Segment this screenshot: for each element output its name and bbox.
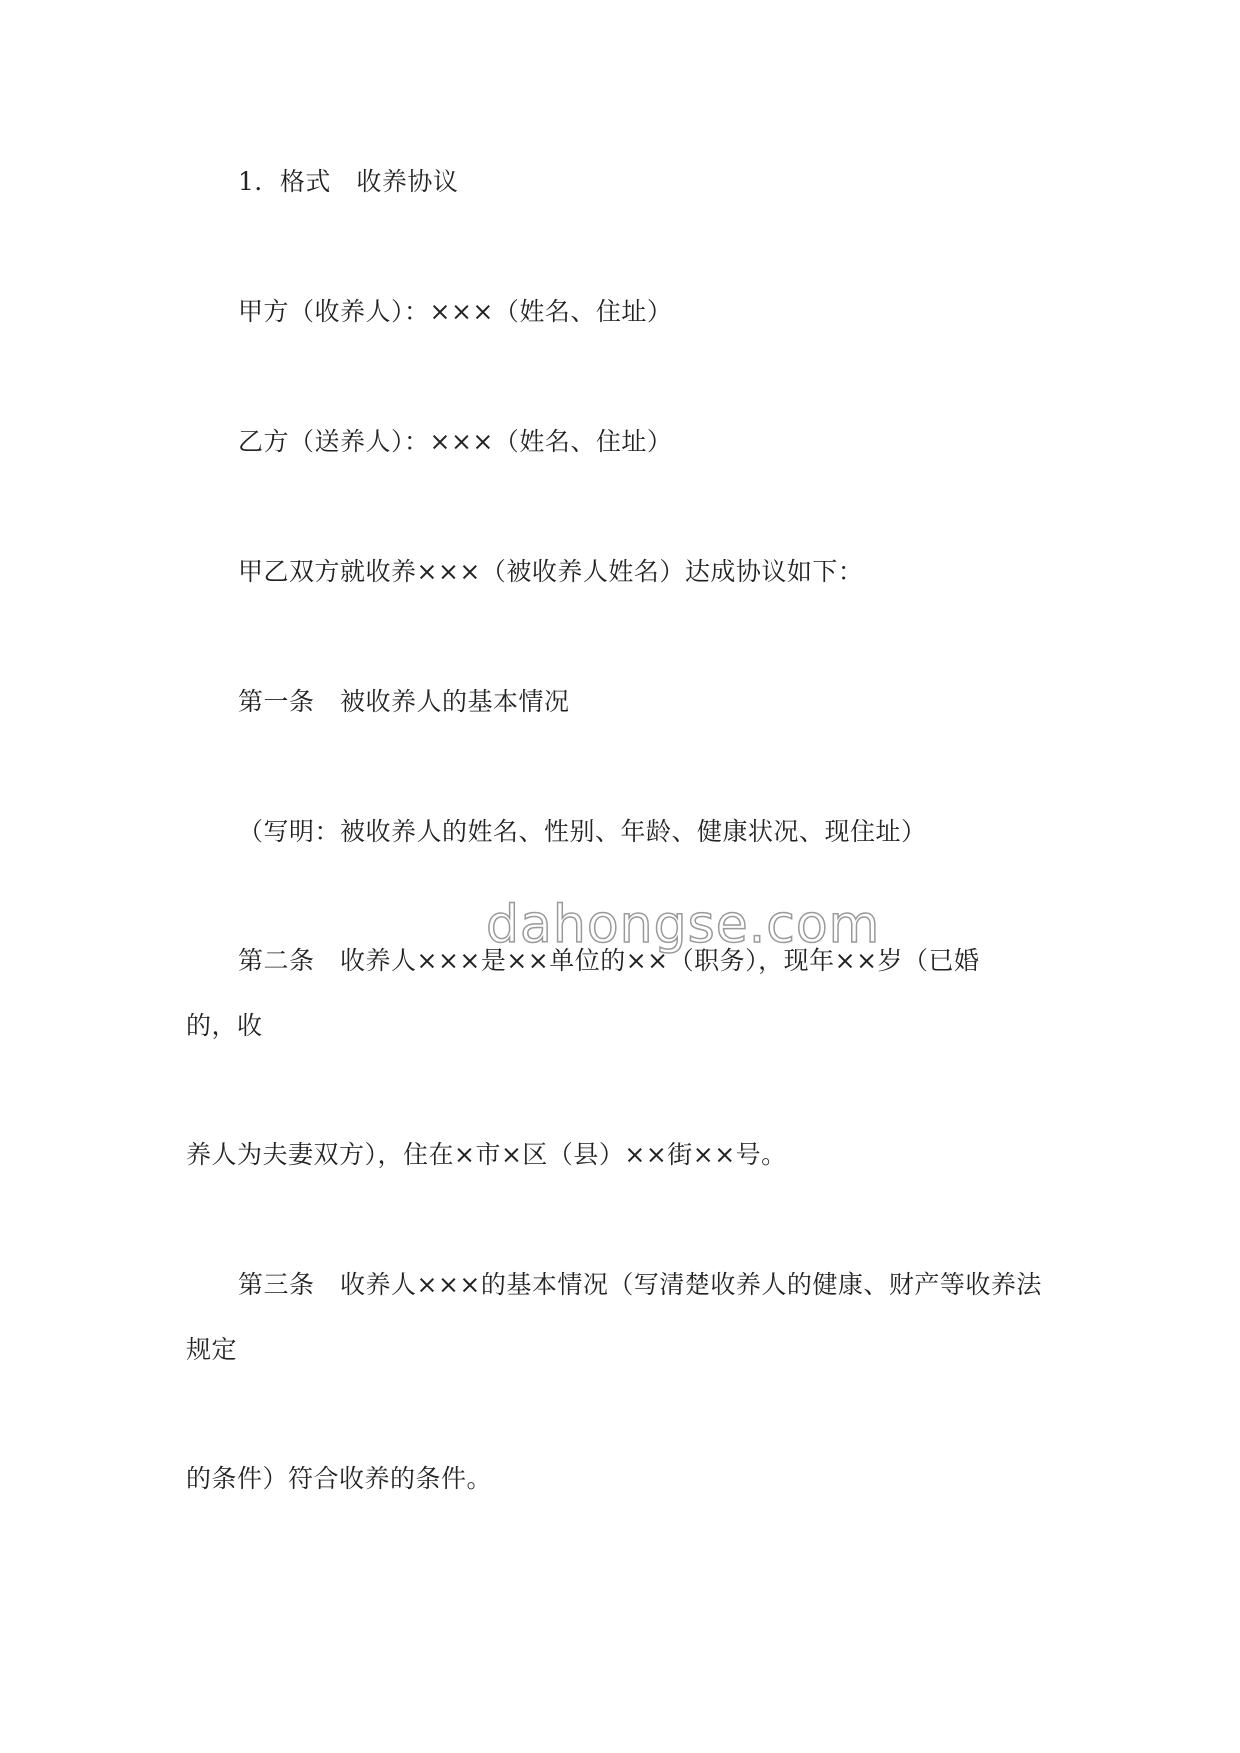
article-3-line-1: 第三条 收养人×××的基本情况（写清楚收养人的健康、财产等收养法 <box>238 1270 1042 1299</box>
watermark: dahongse.com <box>486 895 881 955</box>
article-1-note: （写明：被收养人的姓名、性别、年龄、健康状况、现住址） <box>238 817 927 846</box>
article-1-heading: 第一条 被收养人的基本情况 <box>238 687 570 716</box>
section-heading: 1．格式 收养协议 <box>238 167 459 196</box>
article-2-line-3: 养人为夫妻双方），住在×市×区（县）××街××号。 <box>186 1140 787 1169</box>
party-b-line: 乙方（送养人）：×××（姓名、住址） <box>238 427 673 456</box>
article-3-line-3: 的条件）符合收养的条件。 <box>186 1464 493 1493</box>
agreement-intro: 甲乙双方就收养×××（被收养人姓名）达成协议如下： <box>238 557 864 586</box>
article-2-line-1: 第二条 收养人×××是××单位的××（职务），现年××岁（已婚 <box>238 946 980 975</box>
article-2-line-2: 的，收 <box>186 1011 263 1040</box>
article-3-line-2: 规定 <box>186 1335 238 1364</box>
party-a-line: 甲方（收养人）：×××（姓名、住址） <box>238 297 673 326</box>
